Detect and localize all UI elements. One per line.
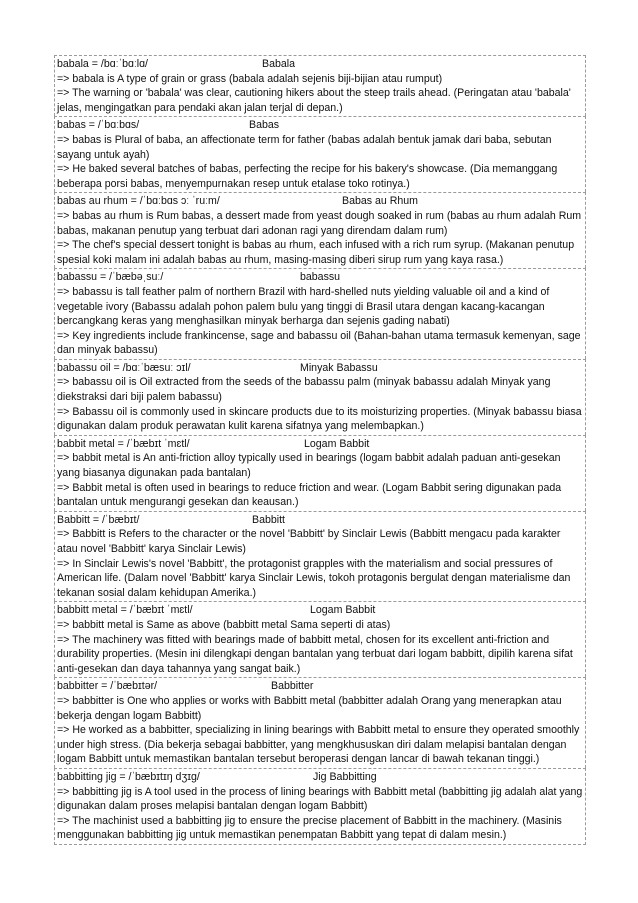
entry-term: babbitt metal = /ˈbæbɪt ˈmɛtl/: [57, 604, 193, 617]
entry-term: babbit metal = /ˈbæbɪt ˈmɛtl/: [57, 437, 190, 450]
entry-term: babbitting jig = /ˈbæbɪtɪŋ dʒɪɡ/: [57, 770, 200, 783]
entry-babbitt-metal: [54, 601, 586, 677]
dictionary-sheet: [54, 55, 586, 845]
entry-definition: => babbitter is One who applies or works with Babbitt metal (babbitter adalah Orang yang menerapkan atau bekerja dengan logam Babbitt): [57, 694, 562, 722]
entry-translation: Logam Babbit: [304, 437, 370, 450]
entry-term: babas au rhum = /ˈbɑːbɑs ɔː ˈruːm/: [57, 195, 220, 208]
entry-head: [57, 603, 583, 618]
entry-definition: => babbitt metal is Same as above (babbitt metal Sama seperti di atas): [57, 618, 391, 631]
entry-definition: => babas au rhum is Rum babas, a dessert made from yeast dough soaked in rum (babas au rhum adalah Rum babas, makanan penutup yang terbuat dari adonan ragi yang direndam dalam rum): [57, 209, 582, 237]
entry-head: [57, 770, 583, 785]
entry-example: => The chef's special dessert tonight is babas au rhum, each infused with a rich rum syrup. (Makanan penutup spesial koki malam ini adalah babas au rhum, masing-masing diberi sirup rum yang kaya rasa.): [57, 239, 575, 266]
entry-translation: Jig Babbitting: [313, 770, 377, 783]
entry-definition: => babas is Plural of baba, an affectionate term for father (babas adalah bentuk jamak dari baba, sebutan sayang untuk ayah): [57, 133, 552, 161]
entry-term: babala = /bɑːˈbɑːlɑ/: [57, 58, 148, 70]
entry-head: [57, 118, 583, 133]
entry-translation: Babas: [249, 119, 280, 132]
entry-head: [57, 57, 583, 72]
entry-definition: => babbit metal is An anti-friction alloy typically used in bearings (logam babbit adalah paduan anti-gesekan yang biasanya digunakan pada bantalan): [57, 452, 561, 480]
entry-translation: Minyak Babassu: [300, 361, 378, 374]
entry-definition: => Babbitt is Refers to the character or the novel 'Babbitt' by Sinclair Lewis (Babbitt mengacu pada karakter atau novel 'Babbitt' karya Sinclair Lewis): [57, 528, 561, 555]
entry-example: => The warning or 'babala' was clear, cautioning hikers about the steep trails ahead. (Peringatan atau 'babala' jelas, mengingatkan para pendaki akan jalan terjal di depan.): [57, 87, 571, 114]
entry-babbitter: [54, 677, 586, 768]
entry-definition: => babassu is tall feather palm of northern Brazil with hard-shelled nuts yielding valuable oil and a kind of vegetable ivory (Babassu adalah pohon palem bulu yang tinggi di Brasil utara dengan kacang-kacangan bercangkang keras yang menghasilkan minyak berharga dan sejenis gading nabati): [57, 285, 550, 328]
entry-translation: Babala: [262, 58, 295, 70]
entry-babas-au-rhum: [54, 192, 586, 268]
entry-example: => The machinery was fitted with bearings made of babbitt metal, chosen for its excellent anti-friction and durability properties. (Mesin ini dilengkapi dengan bantalan yang terbuat dari logam babbitt, dipilih karena sifat anti-gesekan dan daya tahannya yang sangat baik.): [57, 633, 573, 675]
entry-term: Babbitt = /ˈbæbɪt/: [57, 513, 140, 526]
entry-babassu-oil: [54, 359, 586, 435]
entry-translation: Babbitt: [252, 513, 285, 526]
entry-translation: Babas au Rhum: [342, 195, 418, 208]
entry-babbit-metal: [54, 435, 586, 511]
entry-example: => Babassu oil is commonly used in skincare products due to its moisturizing properties. (Minyak babassu biasa digunakan dalam produk perawatan kulit karena sifatnya yang melembapkan.): [57, 405, 582, 433]
entry-term: babbitter = /ˈbæbɪtər/: [57, 680, 158, 693]
entry-definition: => babbitting jig is A tool used in the process of lining bearings with Babbitt metal (babbitting jig adalah alat yang digunakan dalam proses melapisi bantalan dengan logam Babbitt): [57, 785, 583, 813]
entry-head: [57, 361, 583, 376]
entry-definition: => babassu oil is Oil extracted from the seeds of the babassu palm (minyak babassu adalah Minyak yang diekstraksi dari biji palem babassu): [57, 376, 551, 404]
entry-example: => Babbit metal is often used in bearings to reduce friction and wear. (Logam Babbit sering digunakan pada bantalan untuk mengurangi gesekan dan keausan.): [57, 481, 562, 509]
entry-babbitting-jig: [54, 768, 586, 845]
entry-term: babassu oil = /bɑːˈbæsuː ɔɪl/: [57, 361, 191, 374]
entry-example: => The machinist used a babbitting jig to ensure the precise placement of Babbitt in the machinery. (Masinis menggunakan babbitting jig untuk memastikan penempatan Babbitt yang tepat di dalam mesin.): [57, 814, 562, 842]
entry-example: => He baked several batches of babas, perfecting the recipe for his bakery's showcase. (Dia memanggang beberapa porsi babas, menyempurnakan resep untuk etalase toko rotinya.): [57, 163, 558, 190]
entry-head: [57, 270, 583, 285]
entry-babbitt: [54, 511, 586, 602]
entry-example: => He worked as a babbitter, specializing in lining bearings with Babbitt metal to ensure they operated smoothly under high stress. (Dia bekerja sebagai babbitter, yang mengkhususkan diri dalam melapisi bantalan dengan logam Babbitt untuk memastikan bantalan tersebut beroperasi dengan lancar di bawah tekanan tinggi.): [57, 724, 580, 766]
entry-definition: => babala is A type of grain or grass (babala adalah sejenis biji-bijian atau rumput): [57, 72, 443, 85]
entry-term: babas = /ˈbɑːbɑs/: [57, 119, 140, 132]
entry-babassu: [54, 268, 586, 359]
entry-translation: Logam Babbit: [310, 604, 376, 617]
entry-head: [57, 513, 583, 528]
entry-head: [57, 437, 583, 452]
entry-babas: [54, 116, 586, 192]
entry-translation: babassu: [300, 271, 341, 284]
entry-head: [57, 679, 583, 694]
entry-translation: Babbitter: [271, 680, 314, 693]
entry-term: babassu = /ˈbæbəˌsuː/: [57, 271, 164, 284]
entry-babala: [54, 55, 586, 116]
entry-example: => In Sinclair Lewis's novel 'Babbitt', the protagonist grapples with the materialism and social pressures of American life. (Dalam novel 'Babbitt' karya Sinclair Lewis, tokoh protagonis bergulat dengan materialisme dan tekanan sosial dalam kehidupan Amerika.): [57, 557, 571, 599]
entry-example: => Key ingredients include frankincense, sage and babassu oil (Bahan-bahan utama termasuk kemenyan, sage dan minyak babassu): [57, 329, 581, 357]
entry-head: [57, 194, 583, 209]
